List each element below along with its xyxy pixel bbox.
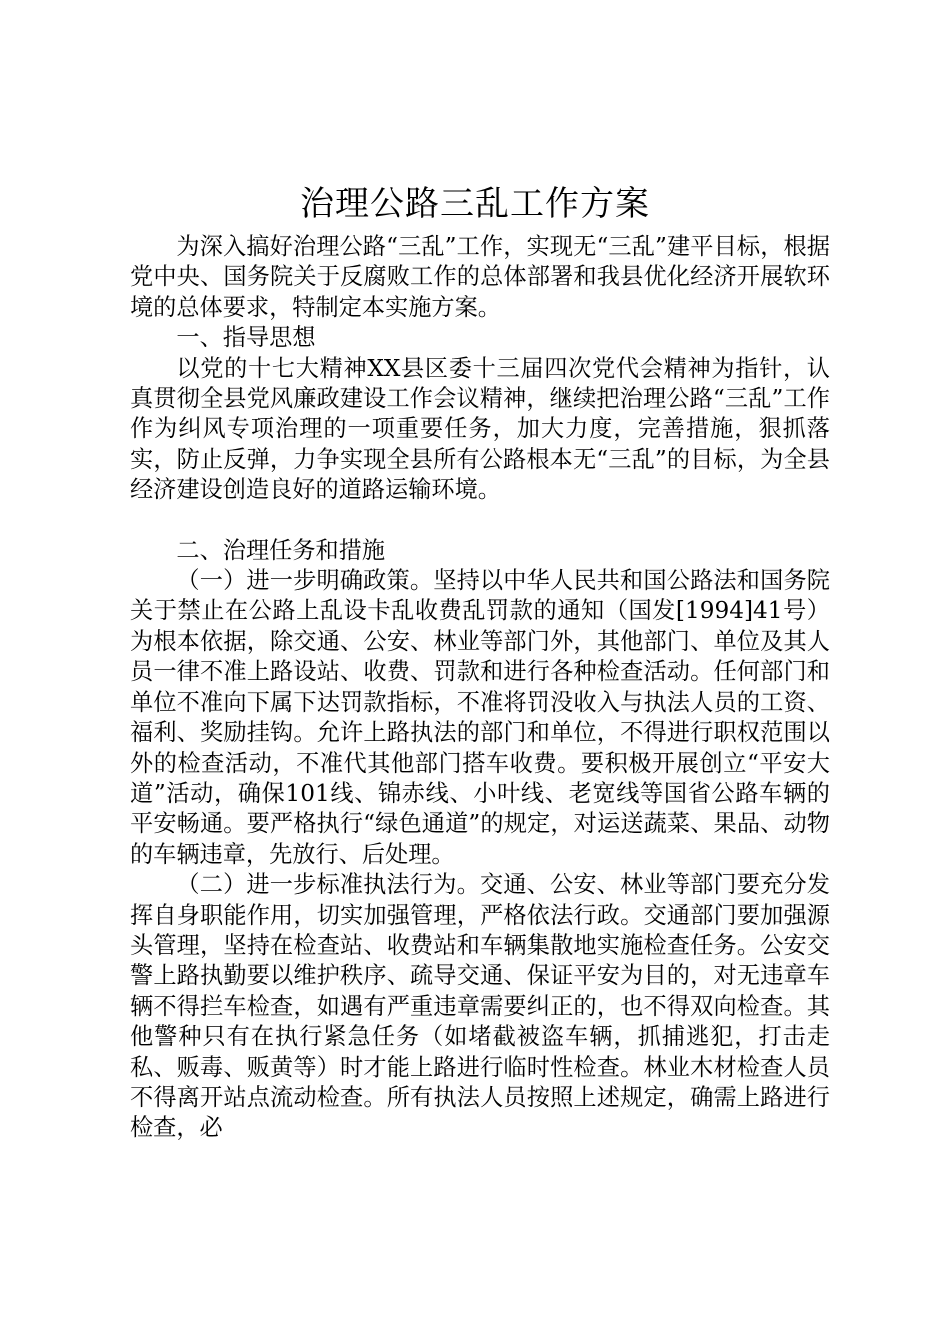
section-heading-guiding-ideology: 一、指导思想 [176, 324, 316, 352]
section-heading-tasks-measures: 二、治理任务和措施 [176, 536, 386, 564]
document-title: 治理公路三乱工作方案 [300, 184, 650, 224]
document-body [130, 232, 830, 1144]
task-item-1-paragraph: （一）进一步明确政策。坚持以中华人民共和国公路法和国务院关于禁止在公路上乱设卡乱收费乱罚款的通知（国发[1994]41号）为根本依据，除交通、公安、林业等部门外，其他部门、单位及其人员一律不准上路设站、收费、罚款和进行各种检查活动。任何部门和单位不准向下属下达罚款指标，不准将罚没收入与执法人员的工资、福利、奖励挂钩。允许上路执法的部门和单位，不得进行职权范围以外的检查活动，不准代其他部门搭车收费。要积极开展创立“平安大道”活动，确保101线、锦赤线、小叶线、老宽线等国省公路车辆的平安畅通。要严格执行“绿色通道”的规定，对运送蔬菜、果品、动物的车辆违章，先放行、后处理。 [130, 567, 830, 868]
guiding-ideology-paragraph: 以党的十七大精神XX县区委十三届四次党代会精神为指针，认真贯彻全县党风廉政建设工作会议精神，继续把治理公路“三乱”工作作为纠风专项治理的一项重要任务，加大力度，完善措施，狠抓落实，防止反弹，力争实现全县所有公路根本无“三乱”的目标，为全县经济建设创造良好的道路运输环境。 [130, 354, 830, 504]
task-item-2-paragraph: （二）进一步标准执法行为。交通、公安、林业等部门要充分发挥自身职能作用，切实加强管理，严格依法行政。交通部门要加强源头管理，坚持在检查站、收费站和车辆集散地实施检查任务。公安交警上路执勤要以维护秩序、疏导交通、保证平安为目的，对无违章车辆不得拦车检查，如遇有严重违章需要纠正的，也不得双向检查。其他警种只有在执行紧急任务（如堵截被盗车辆，抓捕逃犯，打击走私、贩毒、贩黄等）时才能上路进行临时性检查。林业木材检查人员不得离开站点流动检查。所有执法人员按照上述规定，确需上路进行检查，必 [130, 871, 830, 1142]
paragraph-gap [130, 506, 830, 536]
intro-paragraph: 为深入搞好治理公路“三乱”工作，实现无“三乱”建平目标，根据党中央、国务院关于反腐败工作的总体部署和我县优化经济开展软环境的总体要求，特制定本实施方案。 [130, 233, 830, 321]
